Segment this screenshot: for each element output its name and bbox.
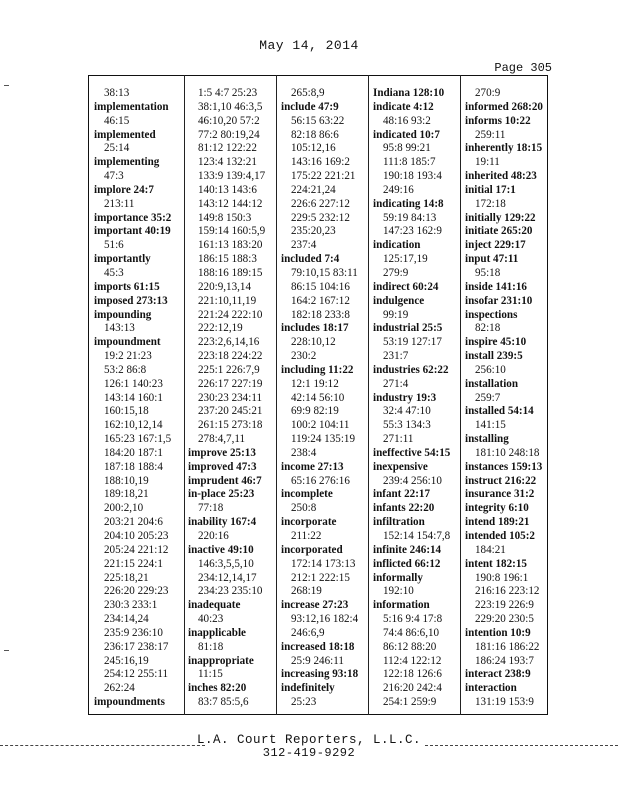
index-page-refs: 235:9 236:10: [104, 626, 163, 639]
index-page-refs: 51:6: [104, 239, 124, 252]
index-page-refs: 83:7 85:5,6: [198, 696, 249, 709]
index-page-refs: 231:7: [383, 350, 409, 363]
index-term: include 47:9: [281, 100, 339, 113]
index-term: importantly: [94, 253, 151, 266]
index-page-refs: 131:19 153:9: [475, 696, 534, 709]
index-page-refs: 82:18: [475, 322, 501, 335]
index-page-refs: 236:17 238:17: [104, 640, 169, 653]
index-term: indefinitely: [281, 682, 335, 695]
index-page-refs: 119:24 135:19: [291, 433, 355, 446]
index-term: informed 268:20: [465, 100, 543, 113]
index-page-refs: 259:11: [475, 128, 506, 141]
index-term: Indiana 128:10: [373, 87, 445, 99]
index-page-refs: 125:17,19: [383, 253, 428, 266]
index-page-refs: 184:21: [475, 543, 506, 556]
index-page-refs: 250:8: [291, 502, 317, 515]
index-page-refs: 143:16 169:2: [291, 156, 350, 169]
index-page-refs: 165:23 167:1,5: [104, 433, 172, 446]
index-page-refs: 230:23 234:11: [198, 391, 262, 404]
index-term: impoundments: [94, 696, 165, 709]
index-term: indicate 4:12: [373, 100, 434, 113]
column-divider: [276, 75, 277, 715]
index-page-refs: 200:2,10: [104, 502, 144, 515]
index-term: impoundment: [94, 336, 161, 349]
reporter-company: L.A. Court Reporters, L.L.C.: [196, 733, 422, 747]
index-term: industrial 25:5: [373, 322, 443, 335]
index-page-refs: 212:1 222:15: [291, 571, 350, 584]
transcript-date: May 14, 2014: [259, 38, 359, 53]
index-page-refs: 59:19 84:13: [383, 211, 437, 224]
index-page-refs: 204:10 205:23: [104, 530, 169, 542]
index-page-refs: 53:2 86:8: [104, 363, 147, 376]
index-term: important 40:19: [94, 225, 171, 238]
index-page-refs: 81:12 122:22: [198, 142, 257, 155]
index-page-refs: 79:10,15 83:11: [291, 266, 358, 279]
index-page-refs: 226:17 227:19: [198, 377, 263, 390]
index-page-refs: 5:16 9:4 17:8: [383, 613, 443, 626]
index-column-1: [94, 87, 182, 710]
index-term: intention 10:9: [465, 626, 531, 639]
index-page-refs: 256:10: [475, 363, 506, 376]
index-term: includes 18:17: [281, 322, 349, 335]
index-page-refs: 133:9 139:4,17: [198, 170, 266, 183]
index-page-refs: 223:19 226:9: [475, 599, 534, 612]
index-term: intend 189:21: [465, 516, 530, 529]
index-page-refs: 181:10 248:18: [475, 446, 540, 459]
index-page-refs: 38:13: [104, 87, 130, 99]
index-page-refs: 190:8 196:1: [475, 571, 529, 584]
index-page-refs: 229:20 230:5: [475, 613, 534, 626]
index-page-refs: 122:18 126:6: [383, 668, 442, 681]
index-term: inject 229:17: [465, 239, 526, 252]
index-term: infinite 246:14: [373, 543, 442, 556]
index-page-refs: 188:16 189:15: [198, 266, 263, 279]
index-page-refs: 279:9: [383, 266, 409, 279]
index-term: implementing: [94, 156, 160, 169]
index-page-refs: 81:18: [198, 640, 224, 653]
index-page-refs: 111:8 185:7: [383, 156, 436, 169]
index-page-refs: 40:23: [198, 613, 224, 626]
index-page-refs: 268:19: [291, 585, 322, 598]
index-page-refs: 237:4: [291, 239, 317, 252]
index-page-refs: 12:1 19:12: [291, 377, 339, 390]
index-page-refs: 164:2 167:12: [291, 294, 350, 307]
index-page-refs: 254:1 259:9: [383, 696, 437, 709]
index-page-refs: 82:18 86:6: [291, 128, 339, 141]
index-page-refs: 221:15 224:1: [104, 557, 163, 570]
index-term: imposed 273:13: [94, 294, 168, 307]
index-term: instruct 216:22: [465, 474, 537, 487]
index-term: inapplicable: [188, 626, 246, 639]
index-page-refs: 221:24 222:10: [198, 308, 263, 321]
index-page-refs: 19:2 21:23: [104, 350, 152, 363]
index-page-refs: 93:12,16 182:4: [291, 613, 359, 626]
index-page-refs: 25:9 246:11: [291, 654, 344, 667]
index-page-refs: 181:16 186:22: [475, 640, 540, 653]
index-page-refs: 265:8,9: [291, 87, 325, 99]
index-page-refs: 77:18: [198, 502, 224, 515]
index-term: ineffective 54:15: [373, 446, 451, 459]
index-page-refs: 172:14 173:13: [291, 557, 356, 570]
index-page-refs: 42:14 56:10: [291, 391, 345, 404]
index-term: inches 82:20: [188, 682, 247, 695]
index-term: improve 25:13: [188, 446, 256, 459]
index-page-refs: 188:10,19: [104, 474, 149, 487]
index-term: inactive 49:10: [188, 543, 254, 556]
index-page-refs: 95:18: [475, 266, 501, 279]
index-page-refs: 216:16 223:12: [475, 585, 540, 598]
reporter-phone: 312-419-9292: [262, 746, 356, 760]
index-term: intent 182:15: [465, 557, 527, 570]
index-term: interaction: [465, 682, 517, 695]
index-term: installing: [465, 433, 509, 446]
index-term: input 47:11: [465, 253, 519, 266]
index-page-refs: 46:10,20 57:2: [198, 114, 260, 127]
index-term: in-place 25:23: [188, 488, 255, 501]
index-term: instances 159:13: [465, 460, 543, 473]
index-term: install 239:5: [465, 350, 523, 363]
index-page-refs: 235:20,23: [291, 225, 336, 238]
index-page-refs: 220:16: [198, 530, 229, 542]
index-page-refs: 184:20 187:1: [104, 446, 163, 459]
index-page-refs: 228:10,12: [291, 336, 336, 349]
index-page-refs: 186:24 193:7: [475, 654, 534, 667]
index-page-refs: 203:21 204:6: [104, 516, 163, 529]
index-term: inability 167:4: [188, 516, 257, 529]
index-term: inspections: [465, 308, 518, 321]
index-page-refs: 38:1,10 46:3,5: [198, 100, 263, 113]
index-page-refs: 141:15: [475, 419, 506, 432]
index-term: inspire 45:10: [465, 336, 527, 349]
index-page-refs: 99:19: [383, 308, 409, 321]
index-page-refs: 123:4 132:21: [198, 156, 257, 169]
index-page-refs: 172:18: [475, 197, 506, 210]
index-column-5: [465, 87, 553, 710]
index-term: income 27:13: [281, 460, 344, 473]
index-page-refs: 221:10,11,19: [198, 294, 257, 307]
index-page-refs: 245:16,19: [104, 654, 149, 667]
index-term: indication: [373, 239, 421, 252]
index-page-refs: 105:12,16: [291, 142, 336, 155]
index-page-refs: 112:4 122:12: [383, 654, 442, 667]
index-term: inexpensive: [373, 460, 428, 473]
index-page-refs: 100:2 104:11: [291, 419, 350, 432]
index-page-refs: 25:23: [291, 696, 317, 709]
index-page-refs: 234:14,24: [104, 613, 149, 626]
index-term: improved 47:3: [188, 460, 257, 473]
index-page-refs: 48:16 93:2: [383, 114, 431, 127]
index-page-refs: 230:2: [291, 350, 317, 363]
index-page-refs: 32:4 47:10: [383, 405, 431, 418]
index-term: imprudent 46:7: [188, 474, 262, 487]
index-term: indicating 14:8: [373, 197, 444, 210]
index-page-refs: 186:15 188:3: [198, 253, 257, 266]
index-term: infiltration: [373, 516, 425, 529]
index-page-refs: 143:14 160:1: [104, 391, 163, 404]
index-term: informs 10:22: [465, 114, 531, 127]
index-term: information: [373, 599, 430, 612]
index-term: imports 61:15: [94, 280, 160, 293]
index-term: increasing 93:18: [281, 668, 359, 681]
index-page-refs: 55:3 134:3: [383, 419, 431, 432]
index-term: incorporate: [281, 516, 337, 529]
index-term: industries 62:22: [373, 363, 449, 376]
index-term: intended 105:2: [465, 530, 535, 542]
index-page-refs: 278:4,7,11: [198, 433, 246, 446]
index-page-refs: 140:13 143:6: [198, 183, 257, 196]
index-page-refs: 146:3,5,5,10: [198, 557, 254, 570]
index-page-refs: 226:6 227:12: [291, 197, 350, 210]
index-term: initial 17:1: [465, 183, 516, 196]
index-page-refs: 190:18 193:4: [383, 170, 442, 183]
index-term: included 7:4: [281, 253, 340, 266]
index-page-refs: 211:22: [291, 530, 322, 542]
index-term: infants 22:20: [373, 502, 435, 515]
index-page-refs: 249:16: [383, 183, 414, 196]
column-divider: [184, 75, 185, 715]
index-page-refs: 160:15,18: [104, 405, 149, 418]
index-page-refs: 254:12 255:11: [104, 668, 168, 681]
index-page-refs: 261:15 273:18: [198, 419, 263, 432]
index-term: inside 141:16: [465, 280, 527, 293]
index-page-refs: 220:9,13,14: [198, 280, 252, 293]
index-term: infant 22:17: [373, 488, 431, 501]
index-page-refs: 182:18 233:8: [291, 308, 350, 321]
index-term: inherited 48:23: [465, 170, 537, 183]
index-term: installed 54:14: [465, 405, 534, 418]
page-number: Page 305: [494, 61, 552, 75]
index-page-refs: 189:18,21: [104, 488, 149, 501]
index-page-refs: 25:14: [104, 142, 130, 155]
index-page-refs: 223:18 224:22: [198, 350, 263, 363]
index-page-refs: 175:22 221:21: [291, 170, 356, 183]
index-column-2: [188, 87, 276, 710]
index-page-refs: 234:12,14,17: [198, 571, 257, 584]
index-page-refs: 213:11: [104, 197, 135, 210]
index-page-refs: 224:21,24: [291, 183, 336, 196]
index-term: inadequate: [188, 599, 241, 612]
index-term: incomplete: [281, 488, 333, 501]
index-page-refs: 230:3 233:1: [104, 599, 158, 612]
index-term: initially 129:22: [465, 211, 536, 224]
index-page-refs: 262:24: [104, 682, 135, 695]
index-column-3: [281, 87, 369, 710]
margin-mark: [4, 85, 9, 86]
index-page-refs: 216:20 242:4: [383, 682, 442, 695]
index-term: implemented: [94, 128, 156, 141]
index-term: impounding: [94, 308, 152, 321]
index-term: industry 19:3: [373, 391, 437, 404]
index-page-refs: 126:1 140:23: [104, 377, 163, 390]
index-page-refs: 149:8 150:3: [198, 211, 252, 224]
index-page-refs: 161:13 183:20: [198, 239, 263, 252]
index-page-refs: 270:9: [475, 87, 501, 99]
index-page-refs: 19:11: [475, 156, 500, 169]
index-term: importance 35:2: [94, 211, 172, 224]
index-page-refs: 143:12 144:12: [198, 197, 263, 210]
index-page-refs: 56:15 63:22: [291, 114, 345, 127]
index-term: indulgence: [373, 294, 425, 307]
index-term: informally: [373, 571, 423, 584]
index-page-refs: 222:12,19: [198, 322, 243, 335]
index-page-refs: 11:15: [198, 668, 223, 681]
index-term: insofar 231:10: [465, 294, 533, 307]
index-page-refs: 238:4: [291, 446, 317, 459]
index-page-refs: 46:15: [104, 114, 130, 127]
index-term: indirect 60:24: [373, 280, 439, 293]
index-page-refs: 271:11: [383, 433, 414, 446]
index-page-refs: 159:14 160:5,9: [198, 225, 266, 238]
index-page-refs: 77:2 80:19,24: [198, 128, 260, 141]
index-term: interact 238:9: [465, 668, 531, 681]
index-page-refs: 225:1 226:7,9: [198, 363, 260, 376]
index-page-refs: 226:20 229:23: [104, 585, 169, 598]
index-term: implementation: [94, 100, 169, 113]
index-page-refs: 192:10: [383, 585, 414, 598]
index-page-refs: 229:5 232:12: [291, 211, 350, 224]
index-page-refs: 65:16 276:16: [291, 474, 350, 487]
index-page-refs: 223:2,6,14,16: [198, 336, 260, 349]
margin-mark: [4, 650, 9, 651]
index-term: increased 18:18: [281, 640, 355, 653]
index-term: inappropriate: [188, 654, 254, 667]
index-page-refs: 147:23 162:9: [383, 225, 442, 238]
index-page-refs: 143:13: [104, 322, 135, 335]
index-page-refs: 237:20 245:21: [198, 405, 263, 418]
index-page-refs: 47:3: [104, 170, 124, 183]
index-page-refs: 205:24 221:12: [104, 543, 169, 556]
index-page-refs: 45:3: [104, 266, 124, 279]
index-column-4: [373, 87, 461, 710]
index-page-refs: 95:8 99:21: [383, 142, 431, 155]
index-term: increase 27:23: [281, 599, 349, 612]
index-term: installation: [465, 377, 519, 390]
index-page-refs: 86:15 104:16: [291, 280, 350, 293]
index-term: indicated 10:7: [373, 128, 440, 141]
index-term: implore 24:7: [94, 183, 154, 196]
index-page-refs: 86:12 88:20: [383, 640, 437, 653]
index-term: insurance 31:2: [465, 488, 535, 501]
index-page-refs: 162:10,12,14: [104, 419, 163, 432]
index-term: incorporated: [281, 543, 343, 556]
index-page-refs: 239:4 256:10: [383, 474, 442, 487]
index-term: initiate 265:20: [465, 225, 533, 238]
index-term: including 11:22: [281, 363, 354, 376]
index-page-refs: 225:18,21: [104, 571, 149, 584]
index-page-refs: 69:9 82:19: [291, 405, 339, 418]
index-page-refs: 246:6,9: [291, 626, 325, 639]
index-page-refs: 152:14 154:7,8: [383, 530, 451, 542]
index-page-refs: 271:4: [383, 377, 409, 390]
index-term: inflicted 66:12: [373, 557, 441, 570]
index-page-refs: 74:4 86:6,10: [383, 626, 440, 639]
index-page-refs: 234:23 235:10: [198, 585, 263, 598]
index-page-refs: 53:19 127:17: [383, 336, 442, 349]
index-term: inherently 18:15: [465, 142, 543, 155]
index-page-refs: 1:5 4:7 25:23: [198, 87, 258, 99]
index-page-refs: 259:7: [475, 391, 501, 404]
index-term: integrity 6:10: [465, 502, 529, 515]
index-page-refs: 187:18 188:4: [104, 460, 163, 473]
